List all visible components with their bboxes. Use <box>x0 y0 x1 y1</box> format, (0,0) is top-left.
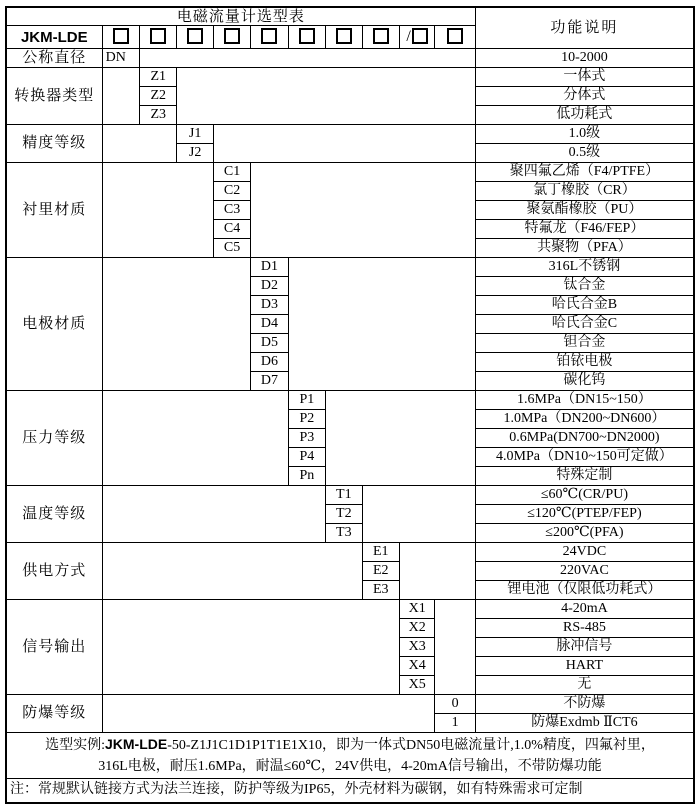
spacer-cell <box>326 391 476 486</box>
option-description: 聚氨酯橡胶（PU） <box>475 201 694 220</box>
note-row: 注：常规默认链接方式为法兰连接，防护等级为IP65，外壳材料为碳钢，如有特殊需求可定制 <box>6 779 694 803</box>
option-code: D4 <box>251 315 288 334</box>
option-code: DN <box>102 49 139 68</box>
option-code: P4 <box>288 448 325 467</box>
example-line2: 316L电极，耐压1.6MPa，耐温≤60℃，24V供电，4-20mA信号输出，不带防爆功能 <box>98 759 602 775</box>
option-description: 特殊定制 <box>475 467 694 486</box>
spacer-cell <box>251 163 476 258</box>
option-description: 铂铱电极 <box>475 353 694 372</box>
slash-separator: / <box>406 28 411 46</box>
option-code: T1 <box>326 486 362 505</box>
model-checkbox <box>261 28 277 44</box>
option-description: 防爆Exdmb ⅡCT6 <box>475 714 694 733</box>
option-description: 脉冲信号 <box>475 638 694 657</box>
option-description: 低功耗式 <box>475 106 694 125</box>
option-code: C4 <box>213 220 250 239</box>
category-label: 电极材质 <box>6 258 102 391</box>
spacer-cell <box>102 543 362 600</box>
model-checkbox <box>224 28 240 44</box>
option-description: HART <box>475 657 694 676</box>
option-code: D2 <box>251 277 288 296</box>
model-checkbox <box>336 28 352 44</box>
option-code: Z3 <box>140 106 177 125</box>
model-checkbox <box>412 28 428 44</box>
option-code: J2 <box>177 144 213 163</box>
category-label: 供电方式 <box>6 543 102 600</box>
option-code: P2 <box>288 410 325 429</box>
spacer-cell <box>102 486 326 543</box>
option-code: T3 <box>326 524 362 543</box>
option-description: RS-485 <box>475 619 694 638</box>
option-code: D5 <box>251 334 288 353</box>
spacer-cell <box>288 258 475 391</box>
spacer-cell <box>102 125 177 163</box>
category-label: 温度等级 <box>6 486 102 543</box>
option-description: 4.0MPa（DN10~150可定做） <box>475 448 694 467</box>
spacer-cell <box>102 391 288 486</box>
model-code-cell <box>288 26 325 49</box>
option-description: 钛合金 <box>475 277 694 296</box>
option-description: ≤120℃(PTEP/FEP) <box>475 505 694 524</box>
option-description: 特氟龙（F46/FEP） <box>475 220 694 239</box>
table-title: 电磁流量计选型表 <box>6 7 475 26</box>
example-prefix: 选型实例: <box>45 738 105 754</box>
model-checkbox <box>150 28 166 44</box>
spacer-cell <box>435 600 476 695</box>
option-code: E2 <box>362 562 399 581</box>
option-description: 氯丁橡胶（CR） <box>475 182 694 201</box>
option-code: D6 <box>251 353 288 372</box>
option-description: 分体式 <box>475 87 694 106</box>
function-column-header: 功能说明 <box>475 7 694 49</box>
option-description: 0.5级 <box>475 144 694 163</box>
spacer-cell <box>140 49 476 68</box>
option-description: 哈氏合金B <box>475 296 694 315</box>
option-code: Z1 <box>140 68 177 87</box>
option-code: C3 <box>213 201 250 220</box>
model-checkbox <box>187 28 203 44</box>
model-checkbox <box>373 28 389 44</box>
option-description: 哈氏合金C <box>475 315 694 334</box>
option-code: 0 <box>435 695 476 714</box>
option-code: C5 <box>213 239 250 258</box>
option-description: 1.0MPa（DN200~DN600） <box>475 410 694 429</box>
spacer-cell <box>399 543 475 600</box>
option-code: Pn <box>288 467 325 486</box>
option-code: D1 <box>251 258 288 277</box>
model-code-cell <box>177 26 213 49</box>
selection-table <box>5 6 695 804</box>
option-code: P1 <box>288 391 325 410</box>
option-description: 碳化钨 <box>475 372 694 391</box>
model-code-cell <box>140 26 177 49</box>
option-code: D3 <box>251 296 288 315</box>
option-description: 锂电池（仅限低功耗式） <box>475 581 694 600</box>
option-code: 1 <box>435 714 476 733</box>
option-description: 无 <box>475 676 694 695</box>
category-label: 转换器类型 <box>6 68 102 125</box>
option-code: J1 <box>177 125 213 144</box>
spacer-cell <box>102 68 139 125</box>
spacer-cell <box>177 68 475 125</box>
option-code: E1 <box>362 543 399 562</box>
option-description: 共聚物（PFA） <box>475 239 694 258</box>
option-description: 0.6MPa(DN700~DN2000) <box>475 429 694 448</box>
option-description: 不防爆 <box>475 695 694 714</box>
option-description: 聚四氟乙烯（F4/PTFE） <box>475 163 694 182</box>
option-code: D7 <box>251 372 288 391</box>
option-code: E3 <box>362 581 399 600</box>
spacer-cell <box>362 486 475 543</box>
option-code: T2 <box>326 505 362 524</box>
option-code: P3 <box>288 429 325 448</box>
model-code-cell <box>435 26 476 49</box>
spacer-cell <box>102 163 213 258</box>
option-description: 24VDC <box>475 543 694 562</box>
option-description: 10-2000 <box>475 49 694 68</box>
model-prefix: JKM-LDE <box>6 26 102 49</box>
option-code: C2 <box>213 182 250 201</box>
option-code: X4 <box>399 657 434 676</box>
category-label: 防爆等级 <box>6 695 102 733</box>
option-description: 1.6MPa（DN15~150） <box>475 391 694 410</box>
spacer-cell <box>102 258 251 391</box>
option-code: X1 <box>399 600 434 619</box>
option-description: 钽合金 <box>475 334 694 353</box>
example-line1: -50-Z1J1C1D1P1T1E1X10，即为一体式DN50电磁流量计,1.0%精度，四氟衬里， <box>167 738 655 754</box>
model-checkbox <box>113 28 129 44</box>
model-checkbox <box>299 28 315 44</box>
model-code-cell <box>362 26 399 49</box>
model-code-cell <box>399 26 434 49</box>
category-label: 公称直径 <box>6 49 102 68</box>
category-label: 精度等级 <box>6 125 102 163</box>
model-code-cell <box>213 26 250 49</box>
option-description: 316L不锈钢 <box>475 258 694 277</box>
model-checkbox <box>447 28 463 44</box>
spacer-cell <box>102 600 399 695</box>
option-description: 4-20mA <box>475 600 694 619</box>
option-code: X2 <box>399 619 434 638</box>
model-code-cell <box>326 26 362 49</box>
option-code: C1 <box>213 163 250 182</box>
option-description: 1.0级 <box>475 125 694 144</box>
example-model: JKM-LDE <box>105 736 168 753</box>
option-code: X3 <box>399 638 434 657</box>
option-code: X5 <box>399 676 434 695</box>
option-description: ≤60℃(CR/PU) <box>475 486 694 505</box>
option-description: 220VAC <box>475 562 694 581</box>
spacer-cell <box>102 695 435 733</box>
option-code: Z2 <box>140 87 177 106</box>
category-label: 压力等级 <box>6 391 102 486</box>
spacer-cell <box>213 125 475 163</box>
option-description: 一体式 <box>475 68 694 87</box>
category-label: 衬里材质 <box>6 163 102 258</box>
model-code-cell <box>102 26 139 49</box>
option-description: ≤200℃(PFA) <box>475 524 694 543</box>
model-code-cell <box>251 26 288 49</box>
category-label: 信号输出 <box>6 600 102 695</box>
selection-example <box>6 733 694 779</box>
